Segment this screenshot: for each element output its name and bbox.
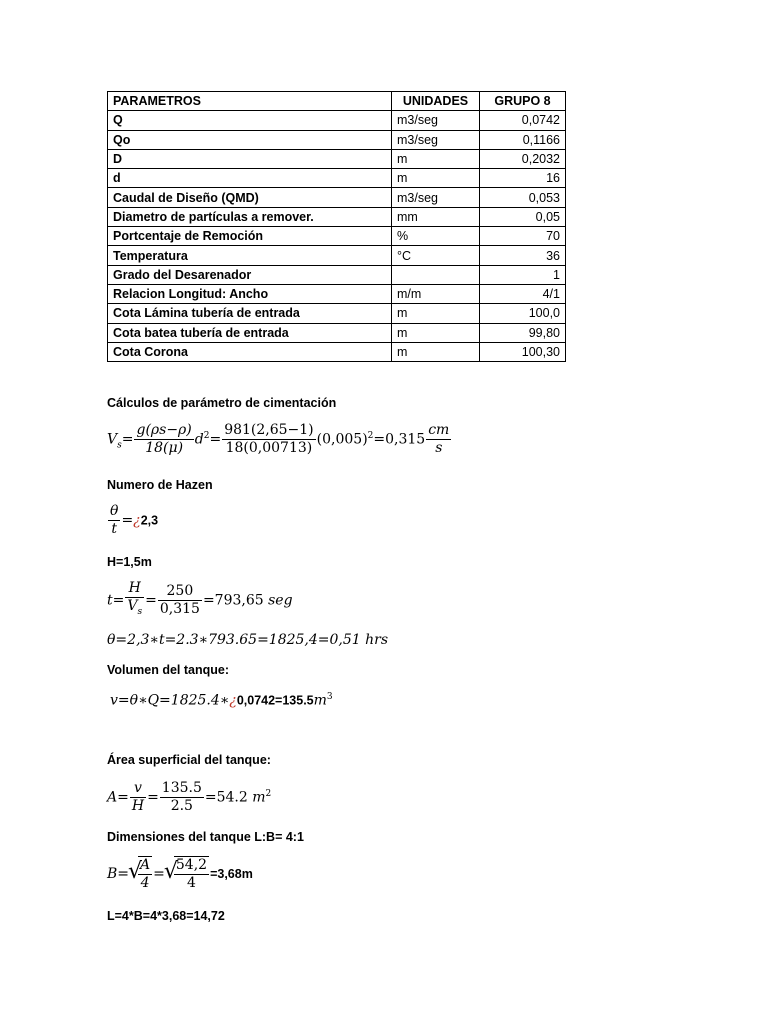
table-row <box>108 284 566 303</box>
equation-t: t= $\frac{H}{V_s}$ = $\frac{250}{0,315}$ =793,65 seg <box>107 580 293 621</box>
b-f2-num: √ 54,2 <box>175 857 208 873</box>
area-unit: m <box>252 789 266 806</box>
t-fraction-2 <box>158 583 202 618</box>
section-calc-param: Cálculos de parámetro de cimentación <box>107 396 337 410</box>
param-value: 4/1 <box>480 284 566 303</box>
theta-text: θ=2,3∗t=2.3∗793.65=1825,4=0,51 <box>107 632 361 648</box>
section-hazen: Numero de Hazen <box>107 478 213 492</box>
volume-unit-sup: 3 <box>326 692 333 702</box>
param-value: 16 <box>480 169 566 188</box>
hazen-value: 2,3 <box>140 513 159 528</box>
param-unit: % <box>392 227 480 246</box>
hazen-fraction <box>108 503 120 538</box>
area-f2-num: 135.5 <box>161 780 202 796</box>
table-row <box>108 265 566 284</box>
param-name: Diametro de partículas a remover. <box>108 207 392 226</box>
hazen-eq: = <box>121 512 134 529</box>
table-row <box>108 130 566 149</box>
vs-unit-den: s <box>435 440 443 456</box>
volume-unit: m <box>313 692 327 709</box>
vs-f2-den: 18(0,00713) <box>225 440 313 456</box>
table-row <box>108 246 566 265</box>
vs-lhs-sub: s <box>117 440 122 451</box>
b-lhs: B= <box>107 866 130 882</box>
param-value: 36 <box>480 246 566 265</box>
t-f1-den-sub: s <box>137 606 143 617</box>
t-result: =793,65 <box>202 592 264 609</box>
volume-lhs: v=θ∗Q=1825.4∗ <box>110 692 230 709</box>
area-f1-num: v <box>130 780 146 798</box>
param-unit: m <box>392 342 480 361</box>
b-fraction-2 <box>174 856 209 892</box>
param-value: 0,2032 <box>480 149 566 168</box>
param-value: 0,053 <box>480 188 566 207</box>
volume-value: 0,0742=135.5 <box>236 693 314 708</box>
area-fraction-1 <box>130 780 146 815</box>
param-value: 100,30 <box>480 342 566 361</box>
table-row <box>108 111 566 130</box>
table-row <box>108 207 566 226</box>
vs-unit <box>426 422 451 457</box>
b-sqrt-1 <box>129 856 153 892</box>
param-value: 99,80 <box>480 323 566 342</box>
t-fraction-1 <box>125 580 144 621</box>
param-name: Temperatura <box>108 246 392 265</box>
param-unit: mm <box>392 207 480 226</box>
b-eq: = <box>153 866 165 882</box>
param-value: 1 <box>480 265 566 284</box>
header-unidades: UNIDADES <box>392 92 480 111</box>
param-name: Cota Lámina tubería de entrada <box>108 304 392 323</box>
b-fraction-1 <box>138 856 152 892</box>
param-name: D <box>108 149 392 168</box>
t-lhs: t= <box>107 592 125 609</box>
param-name: d <box>108 169 392 188</box>
param-unit: m <box>392 323 480 342</box>
area-fraction-2 <box>160 780 204 815</box>
vs-result: =0,315 <box>373 431 426 448</box>
area-lhs: A= <box>107 789 129 806</box>
vs-tail: (0,005) <box>316 431 368 448</box>
table-row <box>108 227 566 246</box>
area-f2-den: 2.5 <box>170 798 193 814</box>
hazen-num: θ <box>110 503 119 519</box>
b-f1-num: √ A <box>140 857 151 873</box>
parameters-table <box>107 91 566 362</box>
param-unit: m3/seg <box>392 111 480 130</box>
area-result: =54.2 <box>204 789 248 806</box>
volume-glyph: ¿ <box>229 692 237 709</box>
hazen-den: t <box>111 521 118 537</box>
param-name: Q <box>108 111 392 130</box>
param-unit: m <box>392 149 480 168</box>
param-unit: m <box>392 169 480 188</box>
param-name: Qo <box>108 130 392 149</box>
vs-f1-den: 18(μ) <box>145 440 184 456</box>
t-unit: seg <box>268 592 293 609</box>
param-unit: m/m <box>392 284 480 303</box>
vs-lhs: V <box>107 431 118 448</box>
param-unit: m3/seg <box>392 130 480 149</box>
b-result: =3,68m <box>210 867 253 881</box>
table-row <box>108 188 566 207</box>
param-unit <box>392 265 480 284</box>
header-grupo: GRUPO 8 <box>480 92 566 111</box>
b-sqrt-2 <box>165 856 210 892</box>
vs-f2-num: 981(2,65−1) <box>224 422 314 438</box>
section-volume: Volumen del tanque: <box>107 663 229 677</box>
t-f1-den: V <box>127 598 138 614</box>
equation-area: A= $\frac{v}{H}$ = $\frac{135.5}{2.5}$ =54.2 $m^2$ <box>107 780 272 814</box>
vs-fraction-1 <box>134 422 193 457</box>
b-f2-den: 4 <box>187 875 196 891</box>
param-unit: °C <box>392 246 480 265</box>
vs-fraction-2 <box>222 422 315 457</box>
equation-b <box>107 856 253 892</box>
param-name: Relacion Longitud: Ancho <box>108 284 392 303</box>
param-value: 0,05 <box>480 207 566 226</box>
equation-vs: $V_s=$ $\frac{g(\rho s-\rho)}{18(\mu)}$ $d^2=$ $\frac{981(2,65-1)}{18(0,00713)}$ $(0,005)^2=0,315$ $\frac{cm}{s}$ <box>107 422 450 456</box>
param-value: 0,0742 <box>480 111 566 130</box>
param-name: Cota Corona <box>108 342 392 361</box>
area-unit-sup: 2 <box>265 788 272 799</box>
param-name: Grado del Desarenador <box>108 265 392 284</box>
header-parametros: PARAMETROS <box>108 92 392 111</box>
vs-f1-num: g(ρs−ρ) <box>136 422 192 438</box>
param-unit: m3/seg <box>392 188 480 207</box>
table-row <box>108 149 566 168</box>
hazen-glyph: ¿ <box>133 512 141 529</box>
equation-volume <box>110 692 333 709</box>
equation-hazen <box>107 503 158 538</box>
param-value: 70 <box>480 227 566 246</box>
l-result: L=4*B=4*3,68=14,72 <box>107 909 225 923</box>
equation-theta <box>107 632 388 648</box>
t-f2-den: 0,315 <box>159 600 200 617</box>
t-f1-num: H <box>125 580 144 598</box>
vs-unit-num: cm <box>428 422 450 438</box>
param-value: 0,1166 <box>480 130 566 149</box>
table-row <box>108 304 566 323</box>
section-area: Área superficial del tanque: <box>107 753 271 767</box>
param-name: Caudal de Diseño (QMD) <box>108 188 392 207</box>
area-f1-den: H <box>131 798 145 814</box>
section-dims: Dimensiones del tanque L:B= 4:1 <box>107 830 304 844</box>
table-row <box>108 342 566 361</box>
param-value: 100,0 <box>480 304 566 323</box>
b-f1-den: 4 <box>140 875 150 891</box>
t-f2-num: 250 <box>158 583 202 601</box>
param-unit: m <box>392 304 480 323</box>
table-row <box>108 323 566 342</box>
table-row <box>108 169 566 188</box>
table-header-row <box>108 92 566 111</box>
theta-unit: hrs <box>365 632 389 648</box>
h-value: H=1,5m <box>107 555 152 569</box>
param-name: Portcentaje de Remoción <box>108 227 392 246</box>
param-name: Cota batea tubería de entrada <box>108 323 392 342</box>
vs-d: d <box>194 431 204 448</box>
